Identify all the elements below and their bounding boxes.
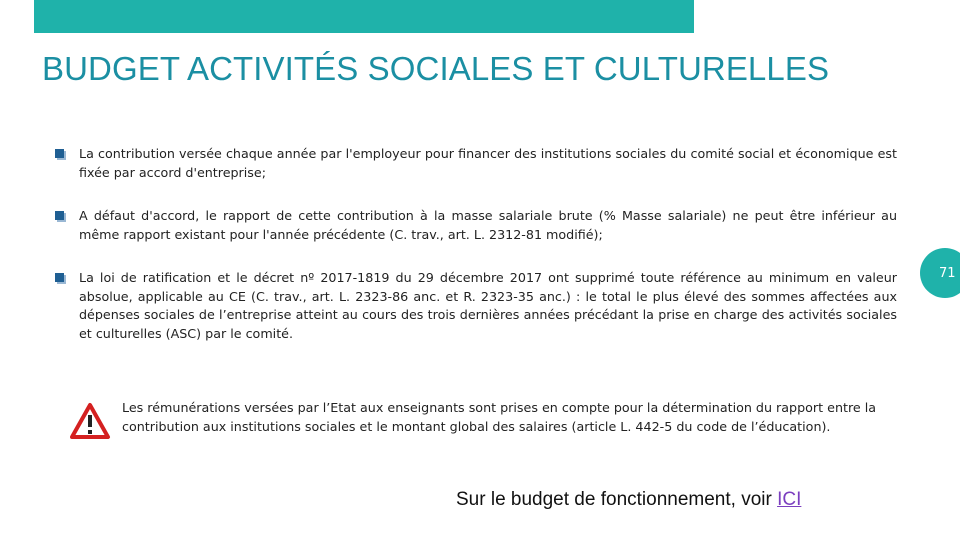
slide-title: BUDGET ACTIVITÉS SOCIALES ET CULTURELLES [42, 50, 830, 87]
square-bullet-icon [55, 273, 64, 282]
budget-link[interactable]: ICI [777, 489, 802, 510]
square-bullet-icon [55, 211, 64, 220]
bullet-text: A défaut d'accord, le rapport de cette contribution à la masse salariale brute (% Masse salariale) ne peut être inférieur au même rapport existant pour l'année précédente (C. trav., art. L. 2312-81 modifié); [79, 208, 897, 242]
bullet-item [55, 207, 897, 244]
footer-line [456, 489, 801, 511]
bullet-text: La contribution versée chaque année par l'employeur pour financer des institutions sociales du comité social et économique est fixée par accord d'entreprise; [79, 146, 897, 180]
warning-triangle-icon [69, 402, 111, 440]
page-number-badge [920, 248, 960, 298]
header-accent-bar [34, 0, 694, 33]
bullet-text: La loi de ratification et le décret nº 2017-1819 du 29 décembre 2017 ont supprimé toute référence au minimum en valeur absolue, applicable au CE (C. trav., art. L. 2323-86 anc. et R. 2323-35 anc.) : le total le plus élevé des sommes affectées aux dépenses sociales de l’entreprise atteint au cours des trois dernières années précédant la prise en charge des activités sociales et culturelles (ASC) par le comité. [79, 270, 897, 341]
footer-text: Sur le budget de fonctionnement, voir [456, 489, 778, 510]
note-text: Les rémunérations versées par l’Etat aux enseignants sont prises en compte pour la détermination du rapport entre la contribution aux institutions sociales et le montant global des salaires (article L. 442-5 du code de l’éducation). [122, 400, 877, 434]
page-number: 71 [939, 265, 956, 281]
bullet-list [55, 145, 897, 343]
bullet-item [55, 145, 897, 182]
square-bullet-icon [55, 149, 64, 158]
bullet-item [55, 269, 897, 343]
